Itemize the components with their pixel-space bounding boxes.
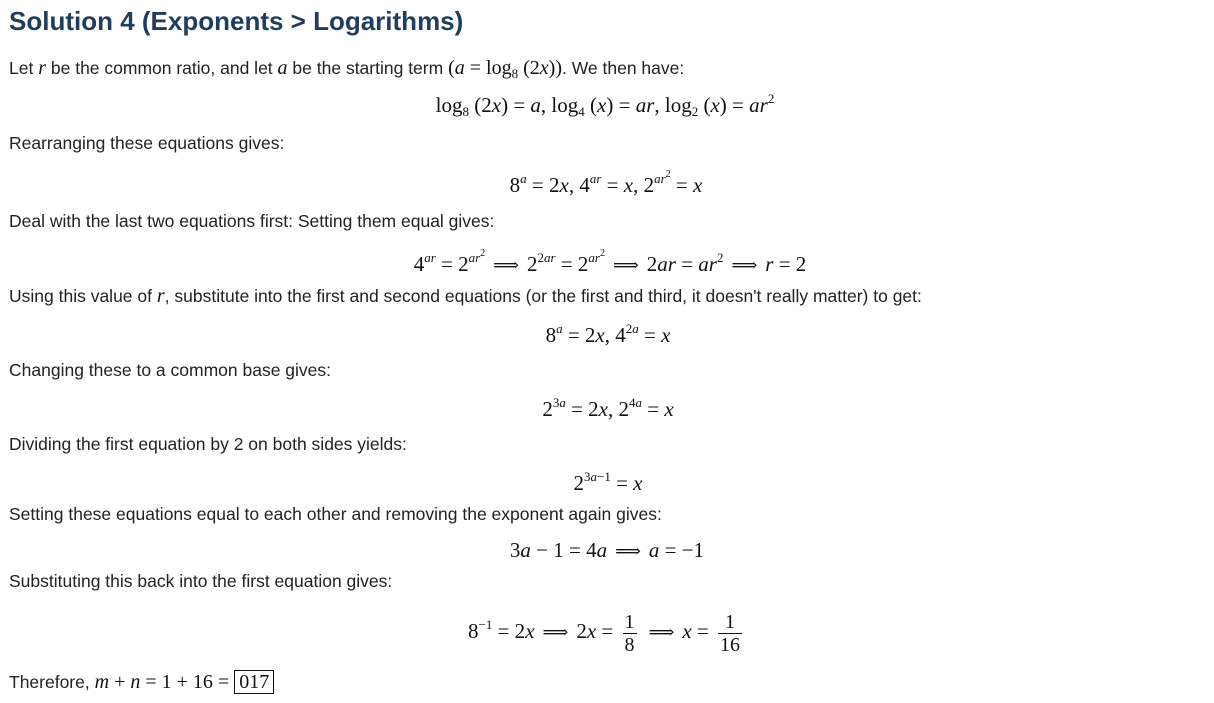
answer-box: 017 bbox=[234, 670, 274, 694]
equation-common-base: $2^{3a} = 2x$, $2^{4a} = x$ bbox=[542, 395, 674, 421]
equation-exponential: $8^a = 2x$, $4^{ar} = x$, $2^{ar^2} = x$ bbox=[509, 169, 703, 197]
equation-logs: $\log_8 (2x) = a$, $\log_4 (x)$ = ar, $\log_2 (x) = ar^2$ bbox=[435, 91, 775, 119]
equation-solve-x: $8^{-1} = 2x$ ⟹ 2x = $\frac{1}{8}$ ⟹ x = $\frac{1}{16}$ bbox=[468, 610, 740, 656]
using-value-text: Using this value of r, substitute into the first and second equations (or the first and third, it doesn't really matter) to get: bbox=[9, 285, 922, 307]
deal-text: Deal with the last two equations first: Setting them equal gives: bbox=[9, 211, 495, 231]
equation-substituted: $8^a = 2x$, $4^{2a} = x$ bbox=[545, 321, 671, 347]
rearranging-text: Rearranging these equations gives: bbox=[9, 133, 285, 153]
conclusion-text: Therefore, m + n = 1 + 16 = 017 bbox=[9, 671, 274, 693]
equation-solve-a: 3a − 1 = 4a ⟹ a = −1 bbox=[509, 538, 705, 562]
substituting-back-text: Substituting this back into the first equation gives: bbox=[9, 571, 393, 591]
solution-title: Solution 4 (Exponents > Logarithms) bbox=[9, 6, 464, 36]
setting-equal-text: Setting these equations equal to each other and removing the exponent again gives: bbox=[9, 504, 662, 524]
equation-divided: $2^{3a-1} = x$ bbox=[573, 469, 643, 495]
dividing-text: Dividing the first equation by 2 on both sides yields: bbox=[9, 434, 407, 454]
equation-ratio: $4^{ar}$ = $2^{ar^2}⟹$ $2^{2ar}$ = $2^{ar^2}⟹$ $2ar = ar^2$ ⟹ r = 2 bbox=[413, 248, 807, 276]
common-base-text: Changing these to a common base gives: bbox=[9, 360, 331, 380]
intro-paragraph: Let r be the common ratio, and let a be the starting term $(a = \log_8 (2x))$. We then have: bbox=[9, 57, 685, 81]
